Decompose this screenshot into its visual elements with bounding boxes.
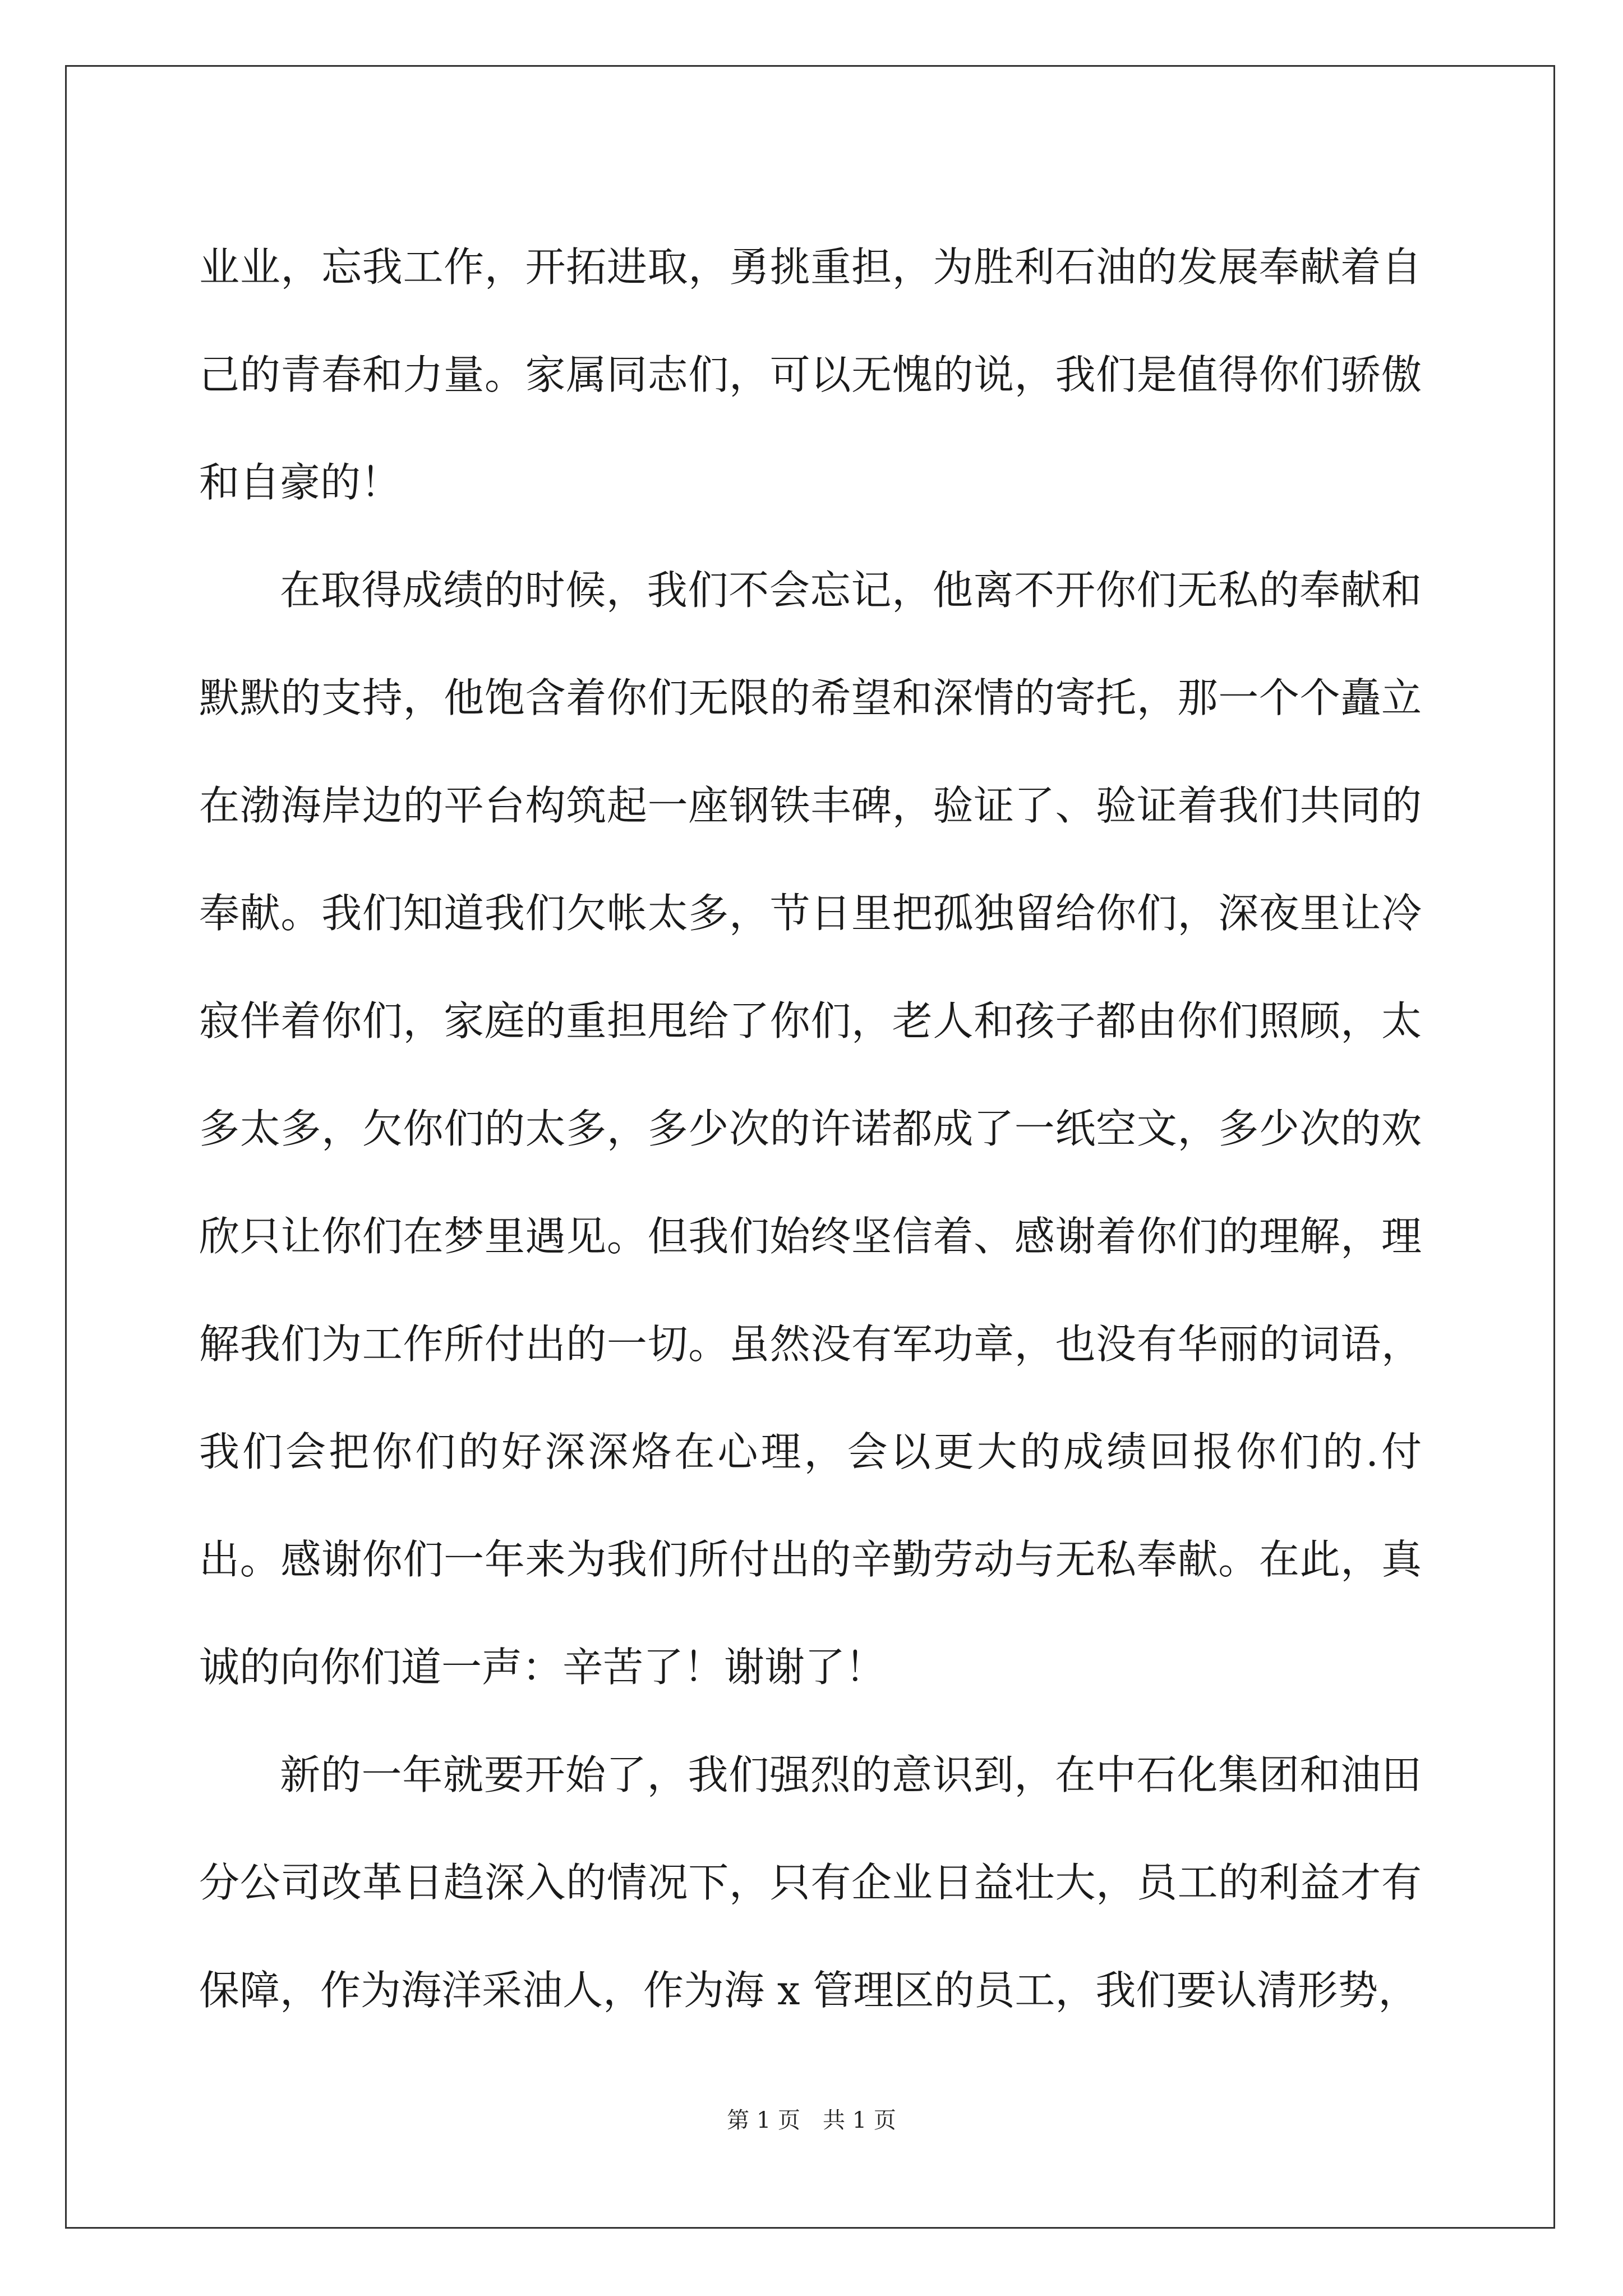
document-body (199, 213, 1422, 2044)
paragraph-1: 业业，忘我工作，开拓进取，勇挑重担，为胜利石油的发展奉献着自己的青春和力量。家属同志们，可以无愧的说，我们是值得你们骄傲和自豪的！ (199, 243, 1422, 506)
paragraph-2: 在取得成绩的时候，我们不会忘记，他离不开你们无私的奉献和默默的支持，他饱含着你们无限的希望和深情的寄托，那一个个矗立在渤海岸边的平台构筑起一座钢铁丰碑，验证了、验证着我们共同的奉献。我们知道我们欠帐太多，节日里把孤独留给你们，深夜里让冷寂伴着你们，家庭的重担甩给了你们，老人和孩子都由你们照顾，太多太多，欠你们的太多，多少次的许诺都成了一纸空文，多少次的欢欣只让你们在梦里遇见。但我们始终坚信着、感谢着你们的理解，理解我们为工作所付出的一切。虽然没有军功章，也没有华丽的词语，我们会把你们的好深深烙在心理，会以更大的成绩回报你们的.付出。感谢你们一年来为我们所付出的辛勤劳动与无私奉献。在此，真诚的向你们道一声：辛苦了！谢谢了！ (199, 567, 1422, 1691)
page-footer (0, 2102, 1623, 2134)
page-number: 第 1 页 (727, 2108, 800, 2133)
paragraph-3: 新的一年就要开始了，我们强烈的意识到，在中石化集团和油田分公司改革日趋深入的情况下，只有企业日益壮大，员工的利益才有保障，作为海洋采油人，作为海 x 管理区的员工，我们要认清形势， (199, 1751, 1422, 2014)
page-total: 共 1 页 (823, 2108, 896, 2133)
